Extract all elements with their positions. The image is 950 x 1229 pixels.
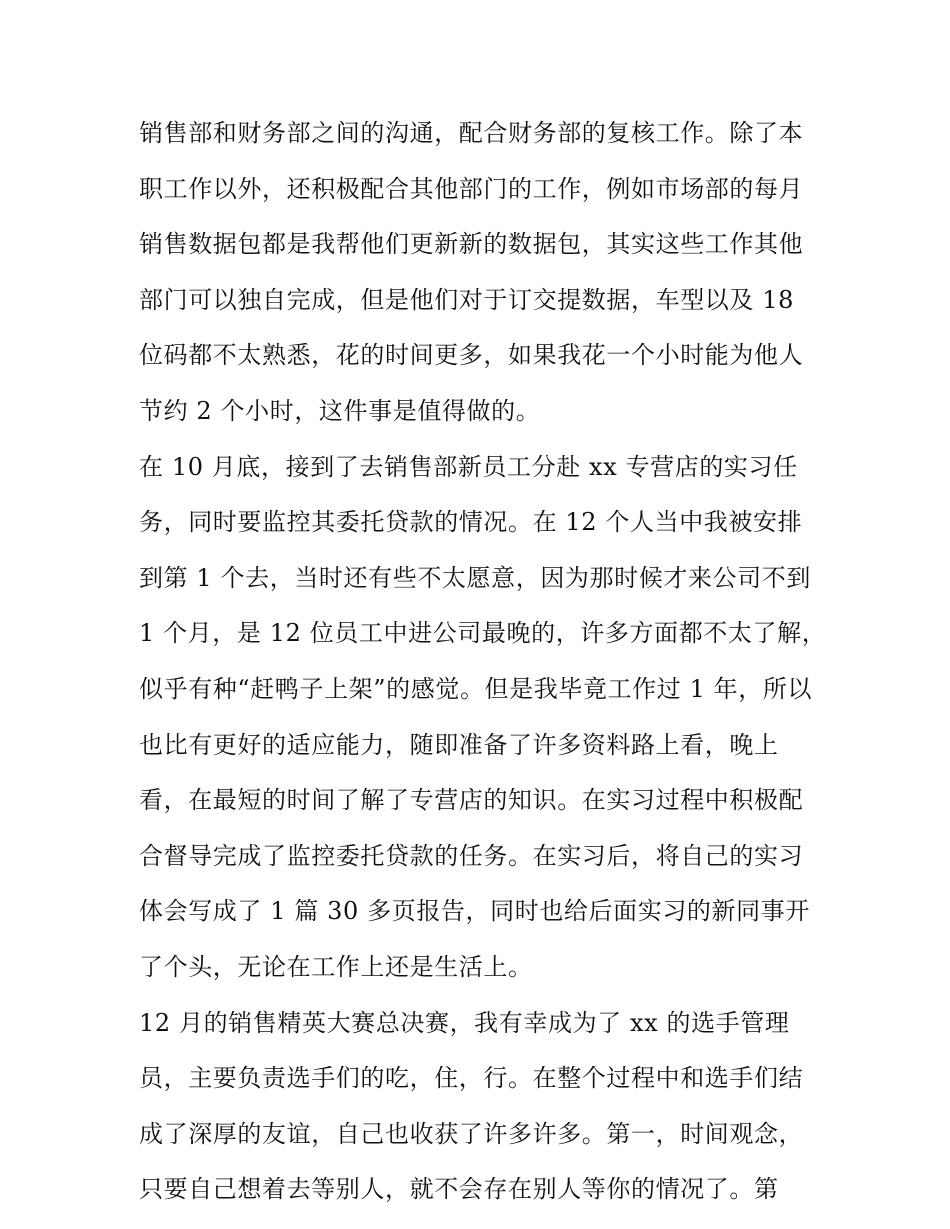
text-line: 到第 1 个去，当时还有些不太愿意，因为那时候才来公司不到 [139, 563, 811, 592]
text-line: 节约 2 个小时，这件事是值得做的。 [139, 396, 541, 425]
text-line: 部门可以独自完成，但是他们对于订交提数据，车型以及 18 [139, 285, 794, 314]
text-line: 了个头，无论在工作上还是生活上。 [139, 952, 533, 981]
text-line: 体会写成了 1 篇 30 多页报告，同时也给后面实习的新同事开 [139, 897, 810, 926]
text-line: 看，在最短的时间了解了专营店的知识。在实习过程中积极配 [139, 786, 804, 815]
text-line: 职工作以外，还积极配合其他部门的工作，例如市场部的每月 [139, 174, 804, 203]
text-line: 在 10 月底，接到了去销售部新员工分赴 xx 专营店的实习任 [139, 452, 798, 481]
document-body [139, 106, 827, 1218]
text-line: 员，主要负责选手们的吃，住，行。在整个过程中和选手们结 [139, 1064, 804, 1093]
text-line: 位码都不太熟悉，花的时间更多，如果我花一个小时能为他人 [139, 341, 804, 370]
text-line: 合督导完成了监控委托贷款的任务。在实习后，将自己的实习 [139, 841, 804, 870]
text-line: 销售数据包都是我帮他们更新新的数据包，其实这些工作其他 [139, 230, 804, 259]
text-line: 12 月的销售精英大赛总决赛，我有幸成为了 xx 的选手管理 [139, 1008, 790, 1037]
text-line: 销售部和财务部之间的沟通，配合财务部的复核工作。除了本 [139, 119, 804, 147]
text-line: 似乎有种“赶鸭子上架”的感觉。但是我毕竟工作过 1 年，所以 [139, 674, 813, 703]
text-line: 1 个月，是 12 位员工中进公司最晚的，许多方面都不太了解， [139, 619, 827, 648]
text-line: 务，同时要监控其委托贷款的情况。在 12 个人当中我被安排 [139, 508, 803, 537]
text-line: 只要自己想着去等别人，就不会存在别人等你的情况了。第 [139, 1175, 779, 1204]
text-line: 也比有更好的适应能力，随即准备了许多资料路上看，晚上 [139, 730, 779, 759]
text-line: 成了深厚的友谊，自己也收获了许多许多。第一，时间观念， [139, 1119, 804, 1148]
